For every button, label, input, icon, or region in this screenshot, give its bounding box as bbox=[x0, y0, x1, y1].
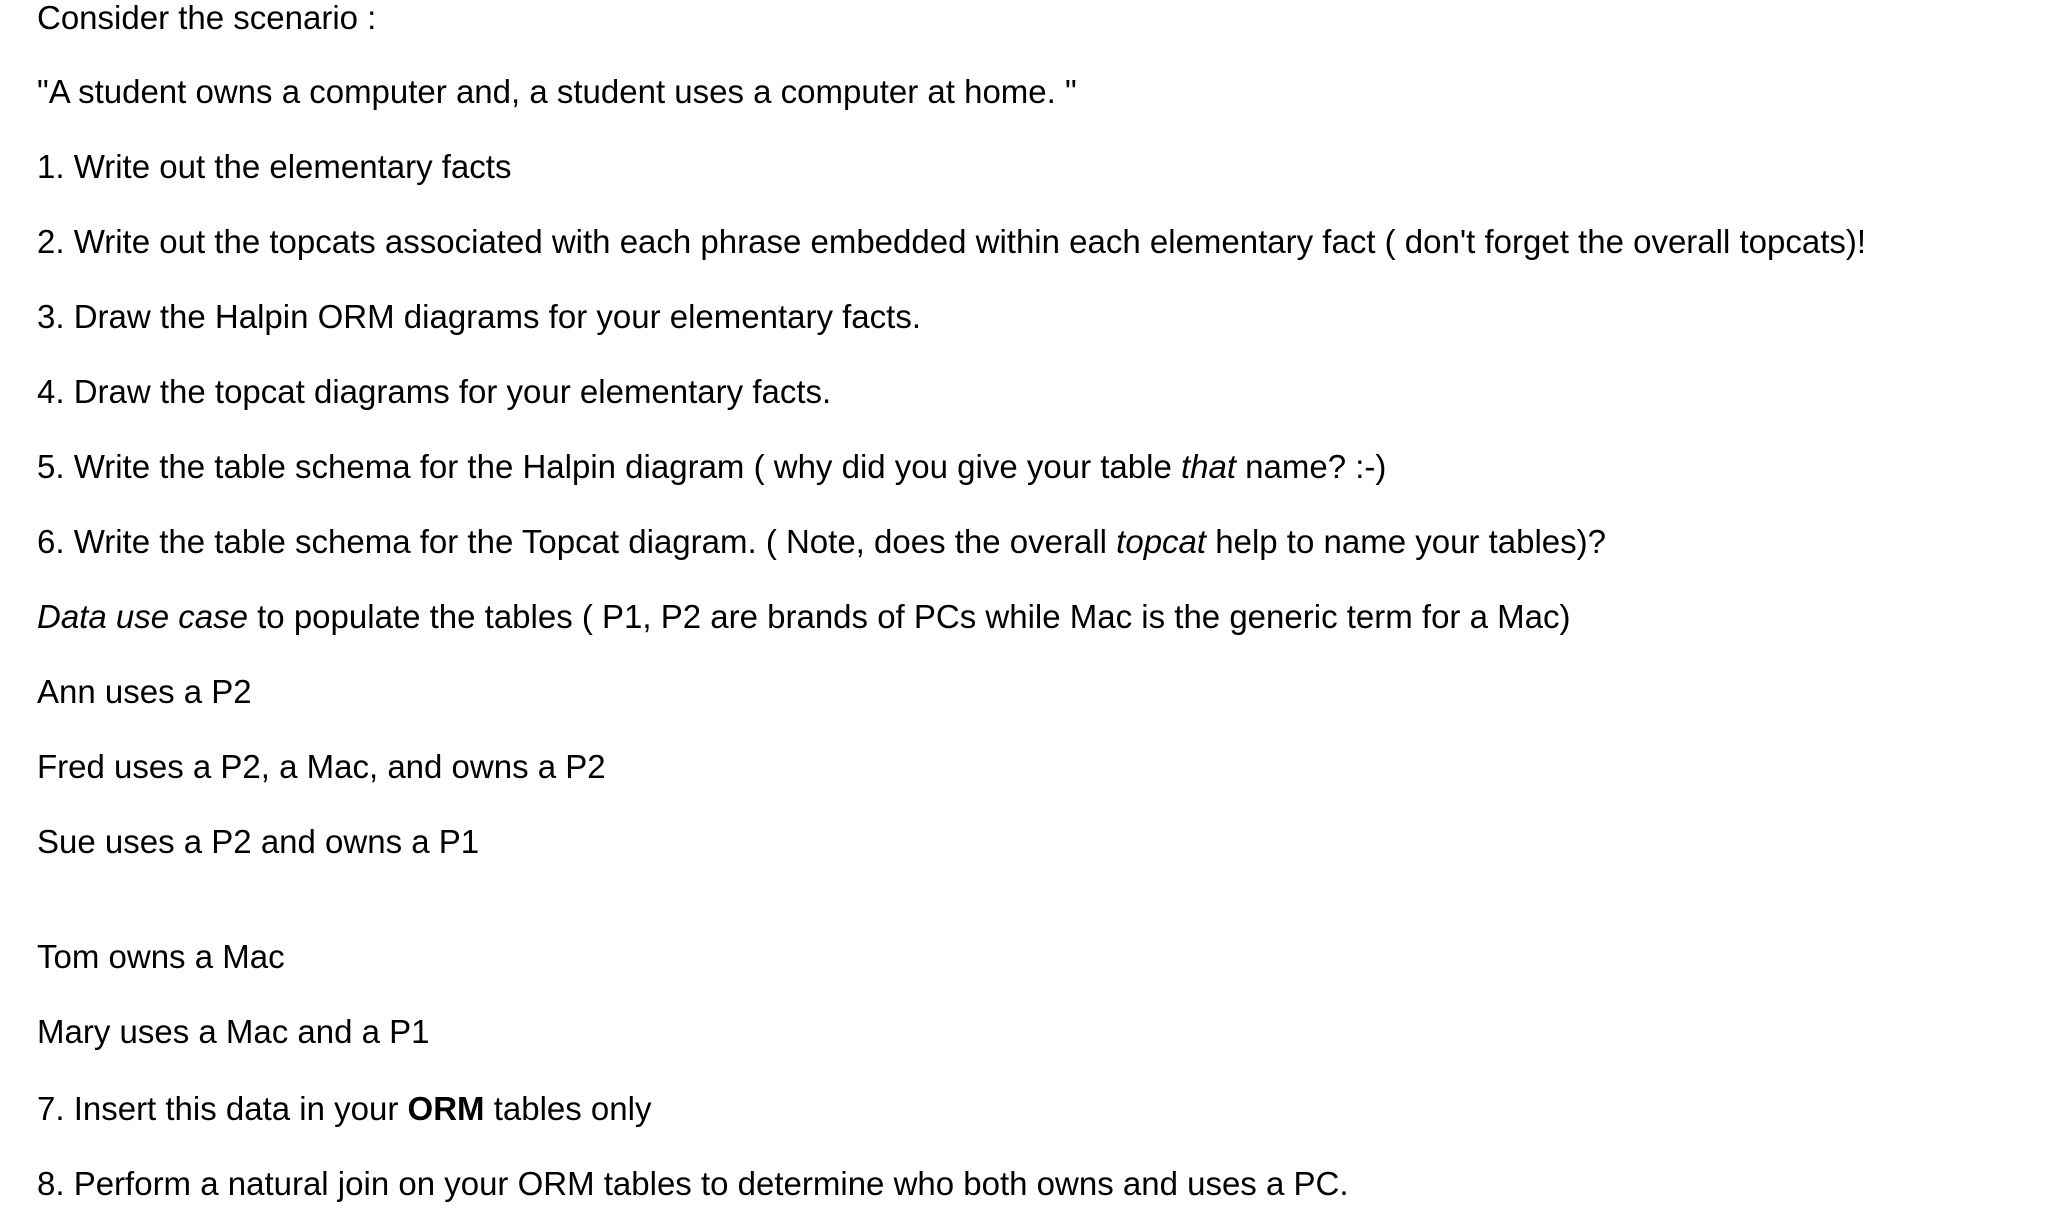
question-3: 3. Draw the Halpin ORM diagrams for your elementary facts. bbox=[37, 298, 921, 335]
question-1: 1. Write out the elementary facts bbox=[37, 148, 512, 185]
question-6 bbox=[37, 522, 1606, 562]
question-2: 2. Write out the topcats associated with each phrase embedded within each elementary fact ( don't forget the overall topcats)! bbox=[37, 223, 1867, 260]
question-5-text-end: name? :-) bbox=[1236, 448, 1387, 485]
data-use-case-text: to populate the tables ( P1, P2 are brands of PCs while Mac is the generic term for a Mac) bbox=[247, 598, 1571, 635]
question-7 bbox=[37, 1089, 651, 1129]
question-7-emphasis: ORM bbox=[407, 1090, 485, 1127]
question-6-text: 6. Write the table schema for the Topcat diagram. ( Note, does the overall bbox=[37, 523, 1117, 560]
data-use-case-label: Data use case bbox=[37, 598, 248, 635]
scenario-text: "A student owns a computer and, a student uses a computer at home. " bbox=[37, 73, 1077, 110]
fact-item: Tom owns a Mac bbox=[37, 938, 285, 975]
fact-item: Mary uses a Mac and a P1 bbox=[37, 1013, 430, 1050]
question-5-emphasis: that bbox=[1180, 448, 1237, 485]
data-use-case bbox=[37, 597, 1570, 637]
fact-item: Ann uses a P2 bbox=[37, 673, 252, 710]
question-7-text-end: tables only bbox=[484, 1090, 652, 1127]
intro-text: Consider the scenario : bbox=[37, 0, 377, 36]
question-8: 8. Perform a natural join on your ORM tables to determine who both owns and uses a PC. bbox=[37, 1165, 1349, 1202]
question-5 bbox=[37, 447, 1386, 487]
question-6-text-end: help to name your tables)? bbox=[1206, 523, 1606, 560]
question-5-text: 5. Write the table schema for the Halpin diagram ( why did you give your table bbox=[37, 448, 1181, 485]
question-6-emphasis: topcat bbox=[1116, 523, 1207, 560]
fact-item: Fred uses a P2, a Mac, and owns a P2 bbox=[37, 748, 606, 785]
fact-item: Sue uses a P2 and owns a P1 bbox=[37, 823, 480, 860]
question-4: 4. Draw the topcat diagrams for your elementary facts. bbox=[37, 373, 832, 410]
question-7-text: 7. Insert this data in your bbox=[37, 1090, 408, 1127]
